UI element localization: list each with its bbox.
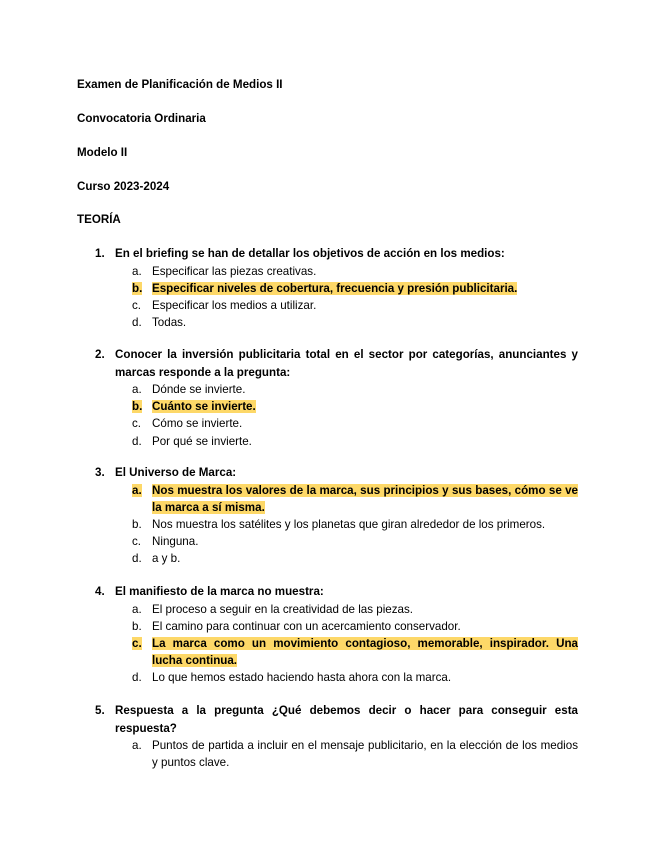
option-letter: d. <box>132 316 142 330</box>
option-text: Especificar niveles de cobertura, frecuencia y presión publicitaria. <box>152 281 518 295</box>
option-c <box>132 415 578 432</box>
question-text: En el briefing se han de detallar los objetivos de acción en los medios: <box>115 247 505 260</box>
option-text: La marca como un movimiento contagioso, memorable, inspirador. Una lucha continua. <box>152 636 578 668</box>
option-b-correct <box>132 398 578 415</box>
question-header <box>95 464 578 482</box>
option-d <box>132 314 578 331</box>
option-letter: d. <box>132 434 142 448</box>
option-letter: a. <box>132 739 142 752</box>
question-5 <box>95 702 578 771</box>
option-a-correct <box>132 482 578 516</box>
question-number: 5. <box>95 704 105 717</box>
option-d <box>132 669 578 686</box>
option-d <box>132 550 578 567</box>
option-d <box>132 433 578 450</box>
option-c <box>132 297 578 314</box>
question-header <box>95 346 578 381</box>
option-c <box>132 533 578 550</box>
option-text: Lo que hemos estado haciendo hasta ahora con la marca. <box>152 671 452 685</box>
option-letter: c. <box>132 535 142 549</box>
option-letter: b. <box>132 517 142 531</box>
question-1 <box>95 245 578 331</box>
option-letter: a. <box>132 602 142 616</box>
option-a <box>132 381 578 398</box>
option-a <box>132 737 578 771</box>
option-text: Por qué se invierte. <box>152 434 252 448</box>
option-text: Cómo se invierte. <box>152 417 243 431</box>
option-letter: a. <box>132 483 142 497</box>
option-letter: b. <box>132 400 143 414</box>
option-letter: b. <box>132 281 143 295</box>
option-text: Nos muestra los satélites y los planetas que giran alrededor de los primeros. <box>152 517 546 531</box>
option-letter: c. <box>132 417 142 431</box>
exam-model: Modelo II <box>77 146 128 159</box>
question-text: El manifiesto de la marca no muestra: <box>115 585 324 598</box>
option-letter: b. <box>132 619 142 633</box>
question-text: El Universo de Marca: <box>115 466 237 479</box>
question-3 <box>95 464 578 568</box>
question-4 <box>95 583 578 687</box>
option-letter: c. <box>132 636 142 650</box>
section-heading: TEORÍA <box>77 213 121 226</box>
question-header <box>95 245 578 263</box>
option-letter: d. <box>132 552 142 566</box>
question-header <box>95 702 578 737</box>
question-number: 4. <box>95 585 105 598</box>
exam-title: Examen de Planificación de Medios II <box>77 78 283 91</box>
option-text: El camino para continuar con un acercamiento conservador. <box>152 619 461 633</box>
option-text: Ninguna. <box>152 535 199 549</box>
option-b <box>132 618 578 635</box>
question-number: 1. <box>95 247 105 260</box>
option-letter: d. <box>132 671 142 685</box>
option-letter: a. <box>132 383 142 396</box>
option-text: Especificar las piezas creativas. <box>152 264 317 278</box>
option-text: Puntos de partida a incluir en el mensaje publicitario, en la elección de los medios y puntos clave. <box>152 739 578 770</box>
exam-call: Convocatoria Ordinaria <box>77 112 206 125</box>
option-text: Todas. <box>152 316 187 330</box>
question-2 <box>95 346 578 450</box>
question-text: Respuesta a la pregunta ¿Qué debemos decir o hacer para conseguir esta respuesta? <box>115 704 578 735</box>
option-text: a y b. <box>152 552 181 566</box>
option-text: Dónde se invierte. <box>152 383 246 396</box>
question-header <box>95 583 578 601</box>
option-text: Nos muestra los valores de la marca, sus principios y sus bases, cómo se ve la marca a sí misma. <box>152 483 578 514</box>
option-b-correct <box>132 280 578 297</box>
question-text: Conocer la inversión publicitaria total en el sector por categorías, anunciantes y marcas responde a la pregunta: <box>115 348 578 379</box>
option-a <box>132 601 578 618</box>
option-c-correct <box>132 635 578 669</box>
option-letter: a. <box>132 264 142 278</box>
question-number: 2. <box>95 348 105 361</box>
question-number: 3. <box>95 466 105 479</box>
option-text: Especificar los medios a utilizar. <box>152 298 317 312</box>
option-text: Cuánto se invierte. <box>152 400 256 414</box>
option-b <box>132 516 578 533</box>
option-letter: c. <box>132 298 142 312</box>
option-text: El proceso a seguir en la creatividad de las piezas. <box>152 602 414 616</box>
exam-course: Curso 2023-2024 <box>77 180 170 193</box>
option-a <box>132 263 578 280</box>
